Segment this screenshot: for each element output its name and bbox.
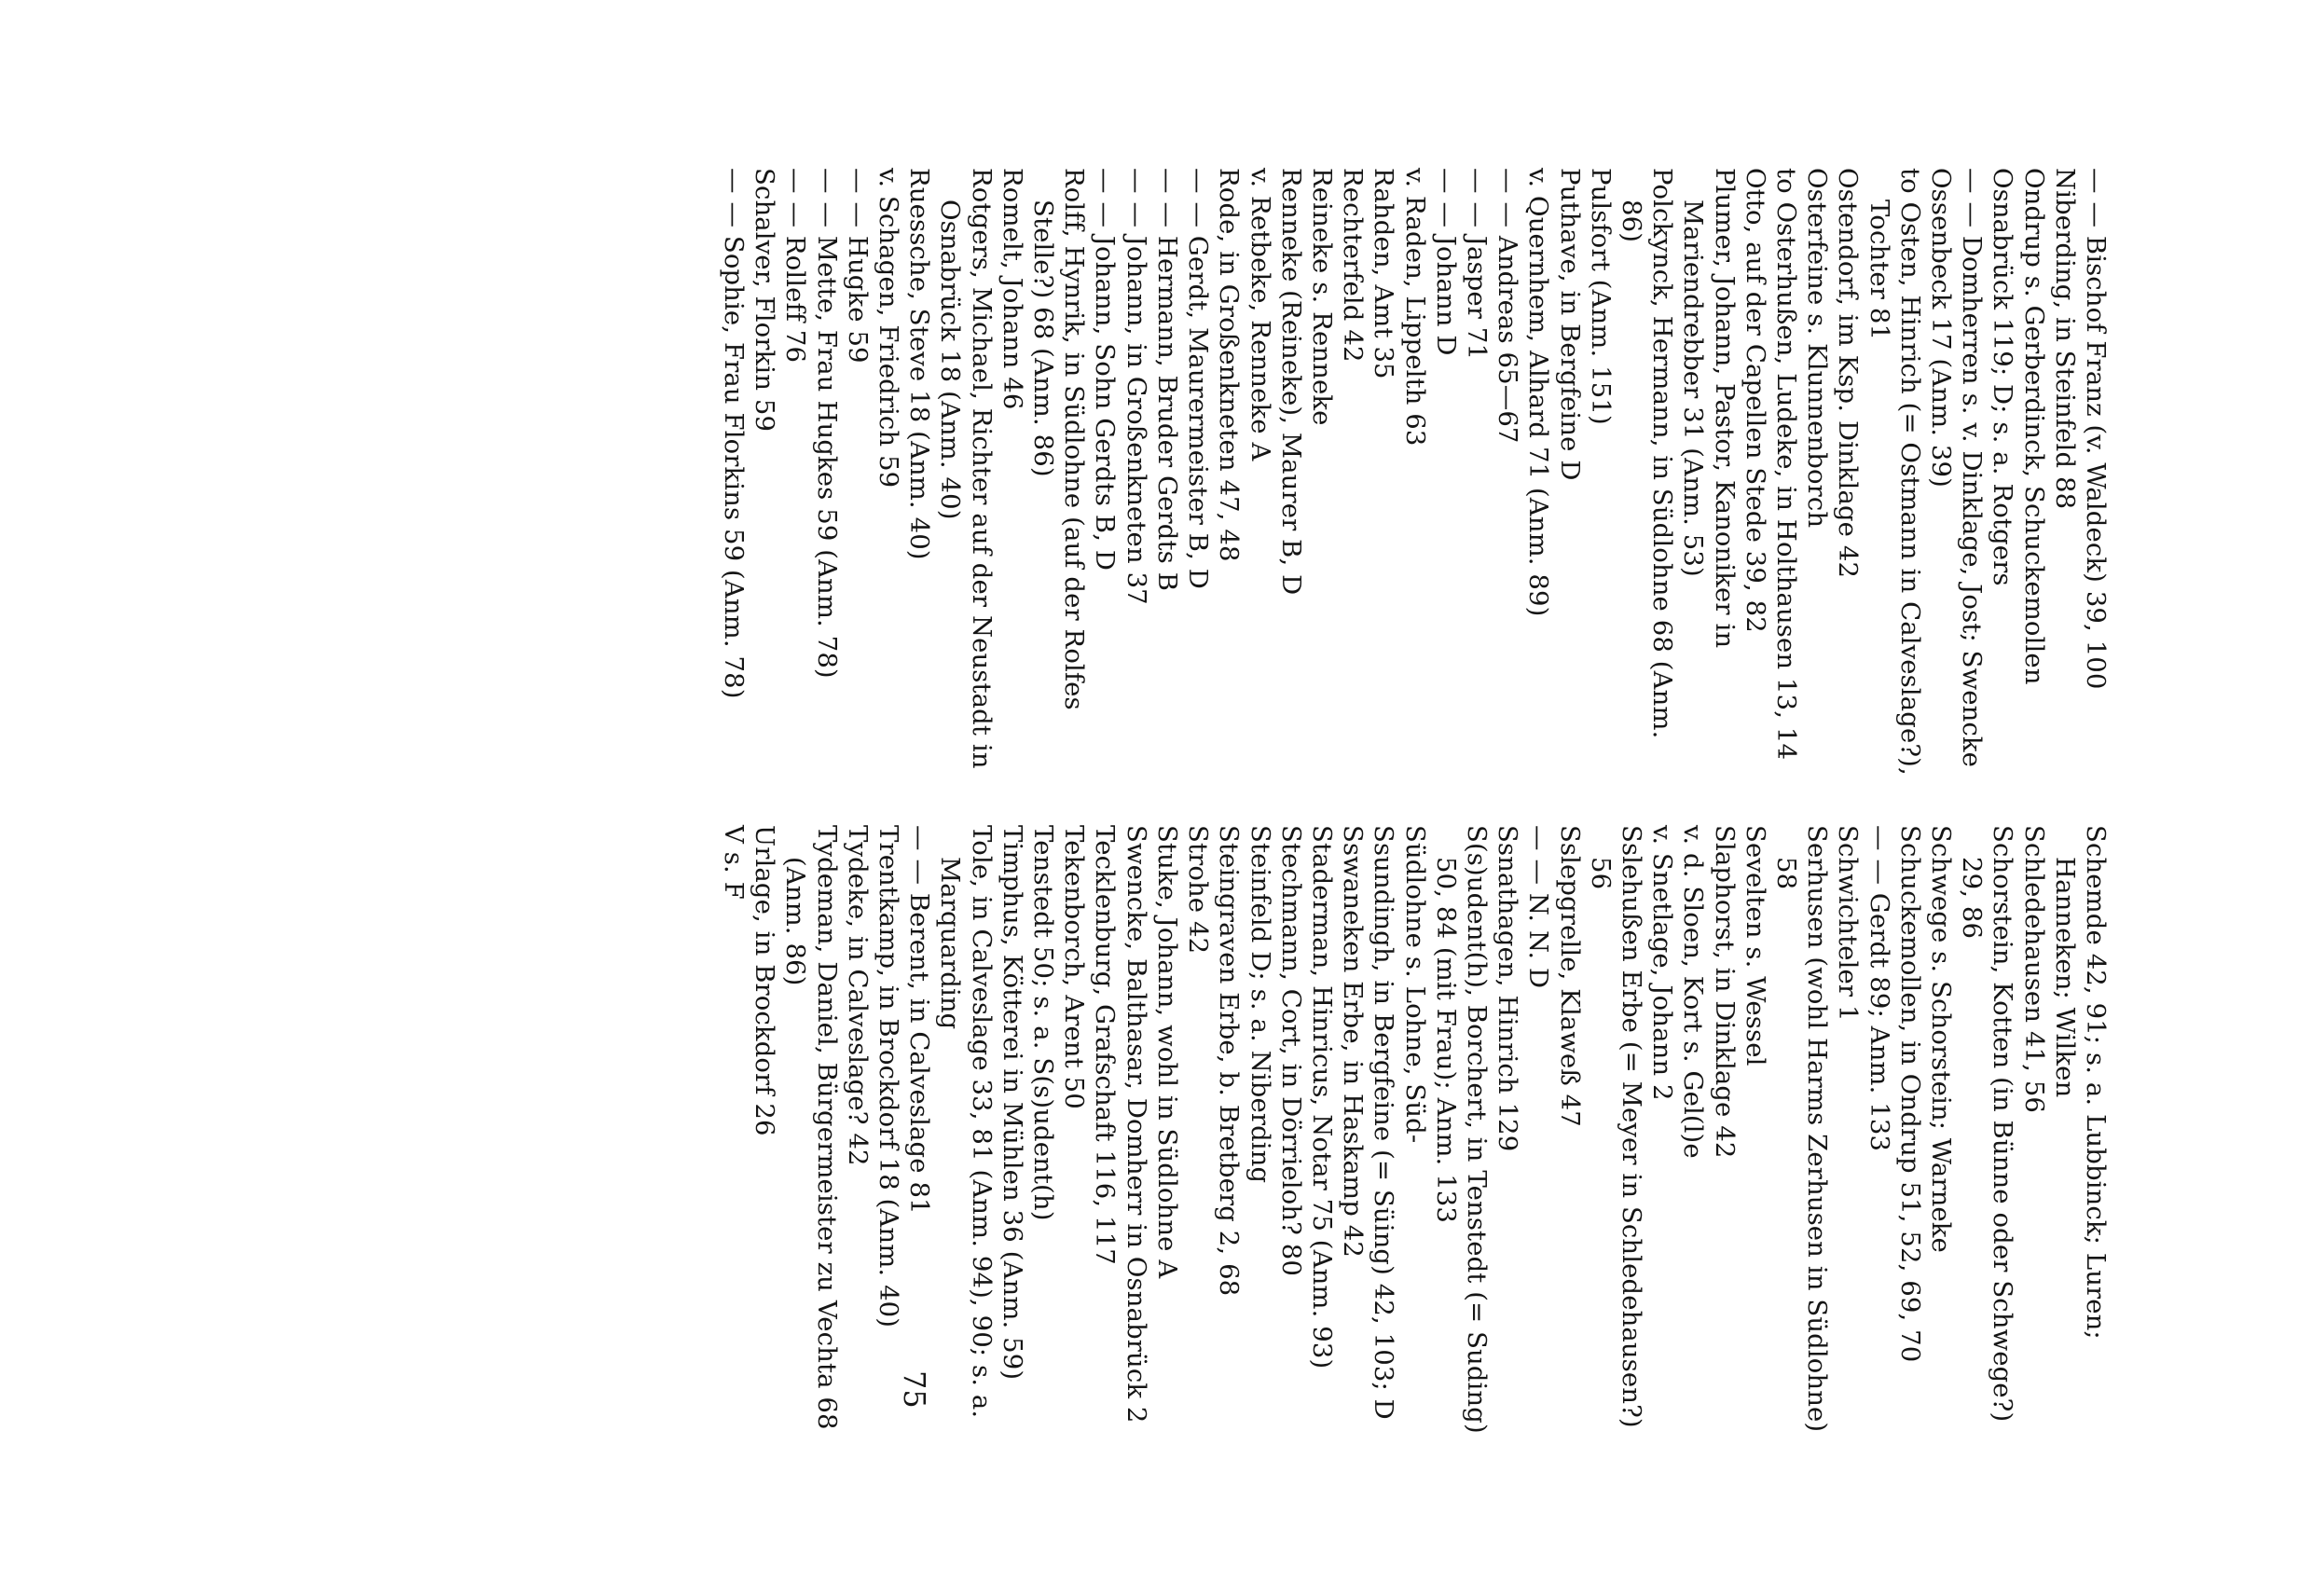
index-entry: v. Retbeke, Renneke A (1245, 168, 1275, 461)
index-entry: — — Gerdt 89; Anm. 133 (1864, 825, 1894, 1152)
index-entry: v. Schagen, Friedrich 59 (874, 168, 904, 488)
index-entry: Südlohne s. Lohne, Süd- (1399, 825, 1430, 1144)
index-entry: Ossenbeck 17 (Anm. 39) (1925, 168, 1956, 488)
index-entry: Ssundingh, in Bergfeine (= Süing) 42, 103; D (1369, 825, 1399, 1420)
index-entry: Rechterfeld 42 (1338, 168, 1369, 363)
index-entry: Tecklenburg, Grafschaft 116, 117 (1090, 825, 1121, 1265)
index-entry: Strohe 42 (1183, 825, 1214, 955)
index-entry: Pulsfort (Anm. 151) (1585, 168, 1616, 425)
index-entry: Polckynck, Hermann, in Südlohne 68 (Anm. 86) (1616, 168, 1678, 739)
index-entry: — — Johann, Sohn Gerdts B, D (1090, 168, 1121, 571)
index-entry: Schledehausen 41, 56 (2018, 825, 2049, 1114)
index-entry: Staderman, Hinricus, Notar 75 (Anm. 93) (1306, 825, 1337, 1369)
index-entry: Steinfeld D; s. a. Niberding (1245, 825, 1275, 1184)
index-entry: Schorstein, Kotten (in Bünne oder Schwege?) 29, 86 (1957, 825, 2018, 1423)
index-entry: Rolff, Hynrik, in Südlohne (auf der Rolfes Stelle?) 68 (Anm. 86) (1028, 168, 1090, 710)
index-entry: — — Rolleff 76 (780, 168, 811, 364)
index-entry: Tenstedt 50; s. a. S(s)udent(h) (1028, 825, 1059, 1221)
index-entry: Schalver, Florkin 59 (750, 168, 780, 433)
index-entry: v. Snetlage, Johann 2 (1647, 825, 1678, 1101)
index-entry: Rahden, Amt 35 (1369, 168, 1399, 379)
index-entry: Stechmann, Cort, in Dörrieloh? 80 (1275, 825, 1306, 1276)
index-entry: Rode, in Großenkneten 47, 48 (1214, 168, 1245, 562)
index-entry: Plumer, Johann, Pastor, Kanoniker in Mariendrebber 31 (Anm. 53) (1678, 168, 1740, 649)
index-entry: Timphus, Kötterei in Mühlen 36 (Anm. 59) (997, 825, 1027, 1381)
index-entry: Ondrup s. Gerberdinck, Schuckemollen (2018, 168, 2049, 685)
index-entry: — — Johann, in Großenkneten 37 (1121, 168, 1151, 605)
index-entry: v. d. Sloen, Kort s. Gel(l)e (1678, 825, 1709, 1159)
index-entry: — — Berent, in Calveslage 81 (904, 825, 935, 1215)
index-entry: Tekenborch, Arent 50 (1059, 825, 1090, 1109)
index-entry: — — N. N. D (1523, 825, 1554, 989)
index-entry: v. Raden, Lippelth 63 (1399, 168, 1430, 447)
index-entry: to Osterhußen, Ludeke, in Holthausen 13, 14 (1770, 168, 1801, 761)
index-entry: Schuckemollen, in Ondrup 51, 52, 69, 70 (1894, 825, 1925, 1363)
index-entry: Swencke, Balthasar, Domherr in Osnabrück 2 (1121, 825, 1151, 1424)
index-entry: Sslepgrelle, Klaweß 47 (1554, 825, 1585, 1127)
index-column-left (718, 168, 2111, 783)
index-entry: — — Domherren s. v. Dinklage, Jost; Swencke (1957, 168, 1988, 768)
index-entry: Sevelten s. Wessel (1740, 825, 1770, 1066)
index-entry: — — Hugke 59 (842, 168, 873, 364)
index-entry: — — Sophie, Frau Florkins 59 (Anm. 78) (719, 168, 750, 699)
index-entry: Urlage, in Brockdorf 26 (750, 825, 780, 1136)
index-entry: Steingraven Erbe, b. Bretberg 2, 68 (1214, 825, 1245, 1297)
index-entry: Ssnathagen, Hinrich 129 (1493, 825, 1523, 1152)
index-entry: Rotgers, Michael, Richter auf der Neustadt in Osnabrück 18 (Anm. 40) (935, 168, 997, 769)
index-entry: to Osten, Hinrich (= Ostmann in Calveslage?), Tochter 81 (1864, 168, 1925, 776)
index-entry: Otto, auf der Capellen Stede 39, 82 (1740, 168, 1770, 633)
page-number: 75 (897, 1370, 932, 1409)
index-entry: Sslehußen Erbe (= Meyer in Schledehausen?) 56 (1585, 825, 1646, 1428)
index-entry: Schwichteler 1 (1833, 825, 1864, 1022)
index-entry: v. Quernhem, Alhard 71 (Anm. 89) (1523, 168, 1554, 617)
index-entry: Tole, in Calveslage 33, 81 (Anm. 94), 90; s. a. Marquarding (935, 825, 997, 1419)
index-entry: Schwege s. Schorstein; Warneke (1925, 825, 1956, 1253)
index-entry: Osterfeine s. Klunnenborch (1802, 168, 1833, 529)
index-entry: Schemde 42, 91; s. a. Lubbinck; Luren; Hanneken; Wilken (2049, 825, 2111, 1340)
index-entry: Reineke s. Renneke (1306, 168, 1337, 426)
index-entry: Tydeman, Daniel, Bürgermeister zu Vechta 68 (Anm. 86) (780, 825, 842, 1430)
index-entry: — — Andreas 65—67 (1493, 168, 1523, 444)
index-entry: Niberding, in Steinfeld 88 (2049, 168, 2080, 510)
index-entry: — — Johann D (1430, 168, 1461, 356)
index-entry: Serhusen (wohl Harms Zerhusen in Südlohne) 58 (1770, 825, 1833, 1433)
index-entry: Slaphorst, in Dinklage 42 (1709, 825, 1740, 1159)
index-entry: S(s)udent(h), Borchert, in Tenstedt (= Suding) 50, 84 (mit Frau); Anm. 133 (1430, 825, 1492, 1434)
index-entry: Ruessche, Steve 18 (Anm. 40) (904, 168, 935, 560)
index-column-right (718, 825, 2111, 1440)
index-entry: Puthave, in Bergfeine D (1554, 168, 1585, 481)
index-entry: Sswaneken Erbe, in Haskamp 42 (1338, 825, 1369, 1258)
index-entry: Tydeke, in Calveslage? 42 (842, 825, 873, 1166)
index-entry: Osnabrück 119; D; s. a. Rotgers (1988, 168, 2018, 586)
index-entry: — — Jasper 71 (1461, 168, 1492, 361)
index-entry: — — Hermann, Bruder Gerdts B (1151, 168, 1182, 591)
index-entry: Renneke (Reineke), Maurer B, D (1275, 168, 1306, 596)
index-entry: — — Bischof Franz (v. Waldeck) 39, 100 (2081, 168, 2111, 690)
index-entry: — — Gerdt, Maurermeister B, D (1183, 168, 1214, 589)
index-entry: Romelt, Johann 46 (997, 168, 1027, 410)
index-entry: Trentkamp, in Brockdorf 18 (Anm. 40) (874, 825, 904, 1328)
index-entry: V s. F (719, 825, 750, 900)
index-entry: Stuke, Johann, wohl in Südlohne A (1151, 825, 1182, 1279)
index-entry: — — Mette, Frau Hugkes 59 (Anm. 78) (811, 168, 842, 679)
index-entry: Ostendorf, im Ksp. Dinklage 42 (1833, 168, 1864, 579)
